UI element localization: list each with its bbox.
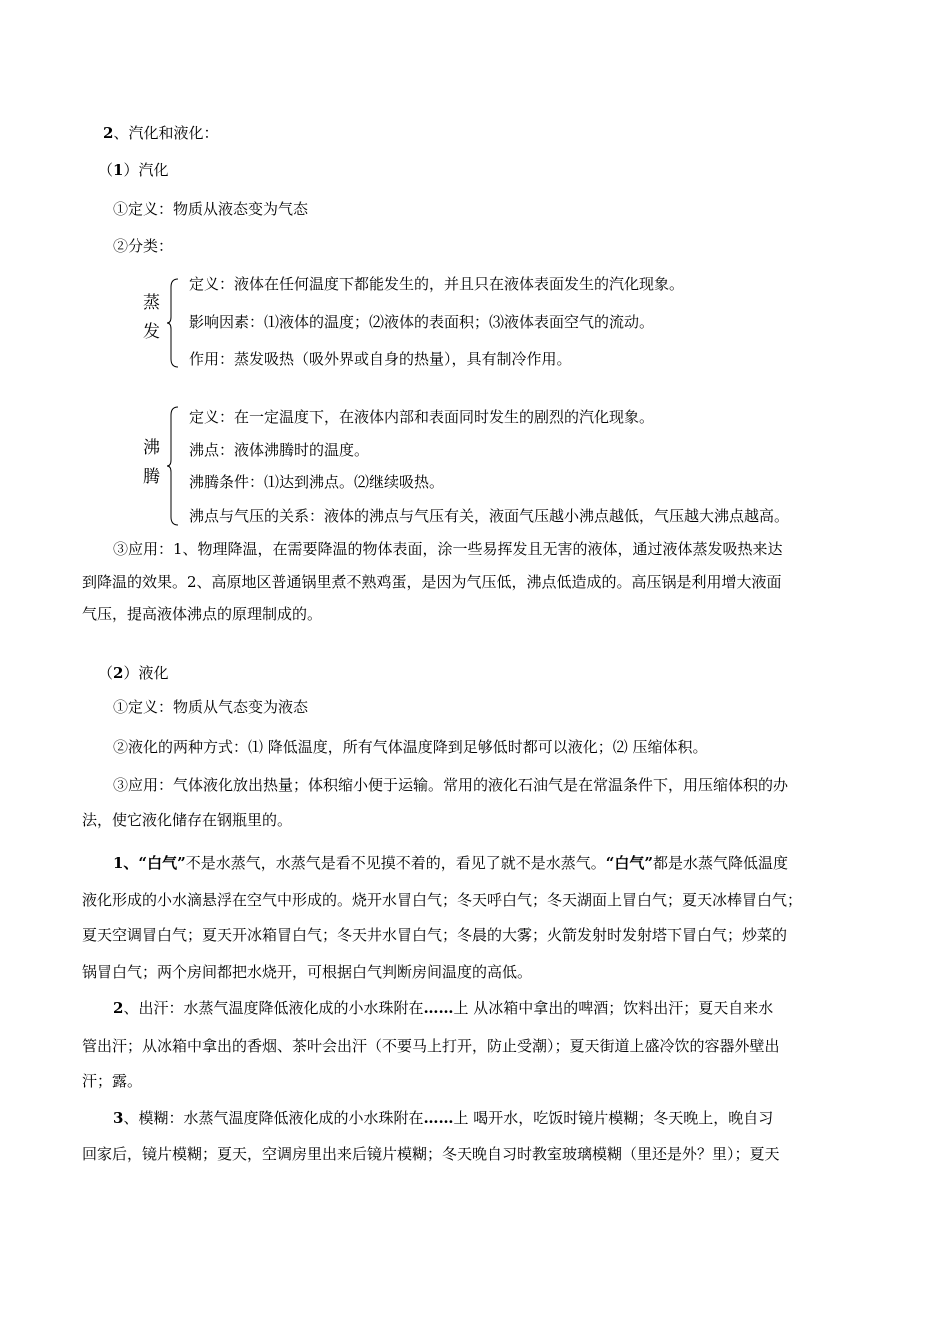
item1-line: 液化形成的小水滴悬浮在空气中形成的。烧开水冒白气；冬天呼白气；冬天湖面上冒白气；夏天冰棒冒白气； — [82, 891, 803, 909]
evaporation-factors: 影响因素：⑴液体的温度；⑵液体的表面积；⑶液体表面空气的流动。 — [189, 313, 655, 331]
item1-line: 锅冒白气；两个房间都把水烧开，可根据白气判断房间温度的高低。 — [82, 963, 533, 981]
vaporization-definition: ①定义：物质从液态变为气态 — [113, 200, 309, 218]
section-heading: 2、汽化和液化： — [103, 124, 219, 142]
boiling-bracket — [166, 405, 180, 533]
liquefaction-application-line: ③应用：气体液化放出热量；体积缩小便于运输。常用的液化石油气是在常温条件下，用压缩体积的办 — [113, 776, 789, 794]
item1-first-line: 1、“白气”不是水蒸气，水蒸气是看不见摸不着的，看见了就不是水蒸气。“白气”都是水蒸气降低温度 — [113, 854, 788, 872]
boiling-conditions: 沸腾条件：⑴达到沸点。⑵继续吸热。 — [189, 473, 445, 491]
item3-first-line: 3、模糊：水蒸气温度降低液化成的小水珠附在……上 喝开水，吃饭时镜片模糊；冬天晚上，晚自习 — [113, 1109, 774, 1127]
vaporization-application-line: ③应用：1、物理降温，在需要降温的物体表面，涂一些易挥发且无害的液体，通过液体蒸发吸热来达 — [113, 540, 783, 558]
liquefaction-definition: ①定义：物质从气态变为液态 — [113, 698, 309, 716]
boiling-label-1: 沸 — [143, 438, 160, 458]
evaporation-bracket — [166, 277, 180, 375]
item2-line: 汗；露。 — [82, 1072, 143, 1090]
vaporization-application-line: 气压，提高液体沸点的原理制成的。 — [82, 605, 323, 623]
vaporization-application-line: 到降温的效果。2、高原地区普通锅里煮不熟鸡蛋，是因为气压低，沸点低造成的。高压锅是利用增大液面 — [82, 573, 782, 591]
evaporation-label-2: 发 — [143, 322, 160, 342]
item3-line: 回家后，镜片模糊；夏天，空调房里出来后镜片模糊；冬天晚自习时教室玻璃模糊（里还是外？里）；夏天 — [82, 1145, 780, 1163]
evaporation-definition: 定义：液体在任何温度下都能发生的，并且只在液体表面发生的汽化现象。 — [189, 275, 685, 293]
item2-line: 管出汗；从冰箱中拿出的香烟、茶叶会出汗（不要马上打开，防止受潮）；夏天街道上盛冷饮的容器外壁出 — [82, 1037, 780, 1055]
vaporization-classification: ②分类： — [113, 237, 174, 255]
boiling-label-2: 腾 — [143, 467, 160, 487]
item2-first-line: 2、出汗：水蒸气温度降低液化成的小水珠附在……上 从冰箱中拿出的啤酒；饮料出汗；夏天自来水 — [113, 999, 774, 1017]
item1-line: 夏天空调冒白气；夏天开冰箱冒白气；冬天井水冒白气；冬晨的大雾；火箭发射时发射塔下冒白气；炒菜的 — [82, 926, 788, 944]
evaporation-label-1: 蒸 — [143, 293, 160, 313]
boiling-definition: 定义：在一定温度下，在液体内部和表面同时发生的剧烈的汽化现象。 — [189, 408, 655, 426]
evaporation-effect: 作用：蒸发吸热（吸外界或自身的热量），具有制冷作用。 — [189, 350, 572, 368]
vaporization-heading: （1）汽化 — [98, 161, 169, 179]
boiling-point: 沸点：液体沸腾时的温度。 — [189, 441, 370, 459]
liquefaction-methods: ②液化的两种方式：⑴ 降低温度，所有气体温度降到足够低时都可以液化；⑵ 压缩体积。 — [113, 738, 708, 756]
liquefaction-application-line: 法，使它液化储存在钢瓶里的。 — [82, 811, 293, 829]
liquefaction-heading: （2）液化 — [98, 664, 169, 682]
boiling-pressure: 沸点与气压的关系：液体的沸点与气压有关，液面气压越小沸点越低，气压越大沸点越高。 — [189, 507, 790, 525]
